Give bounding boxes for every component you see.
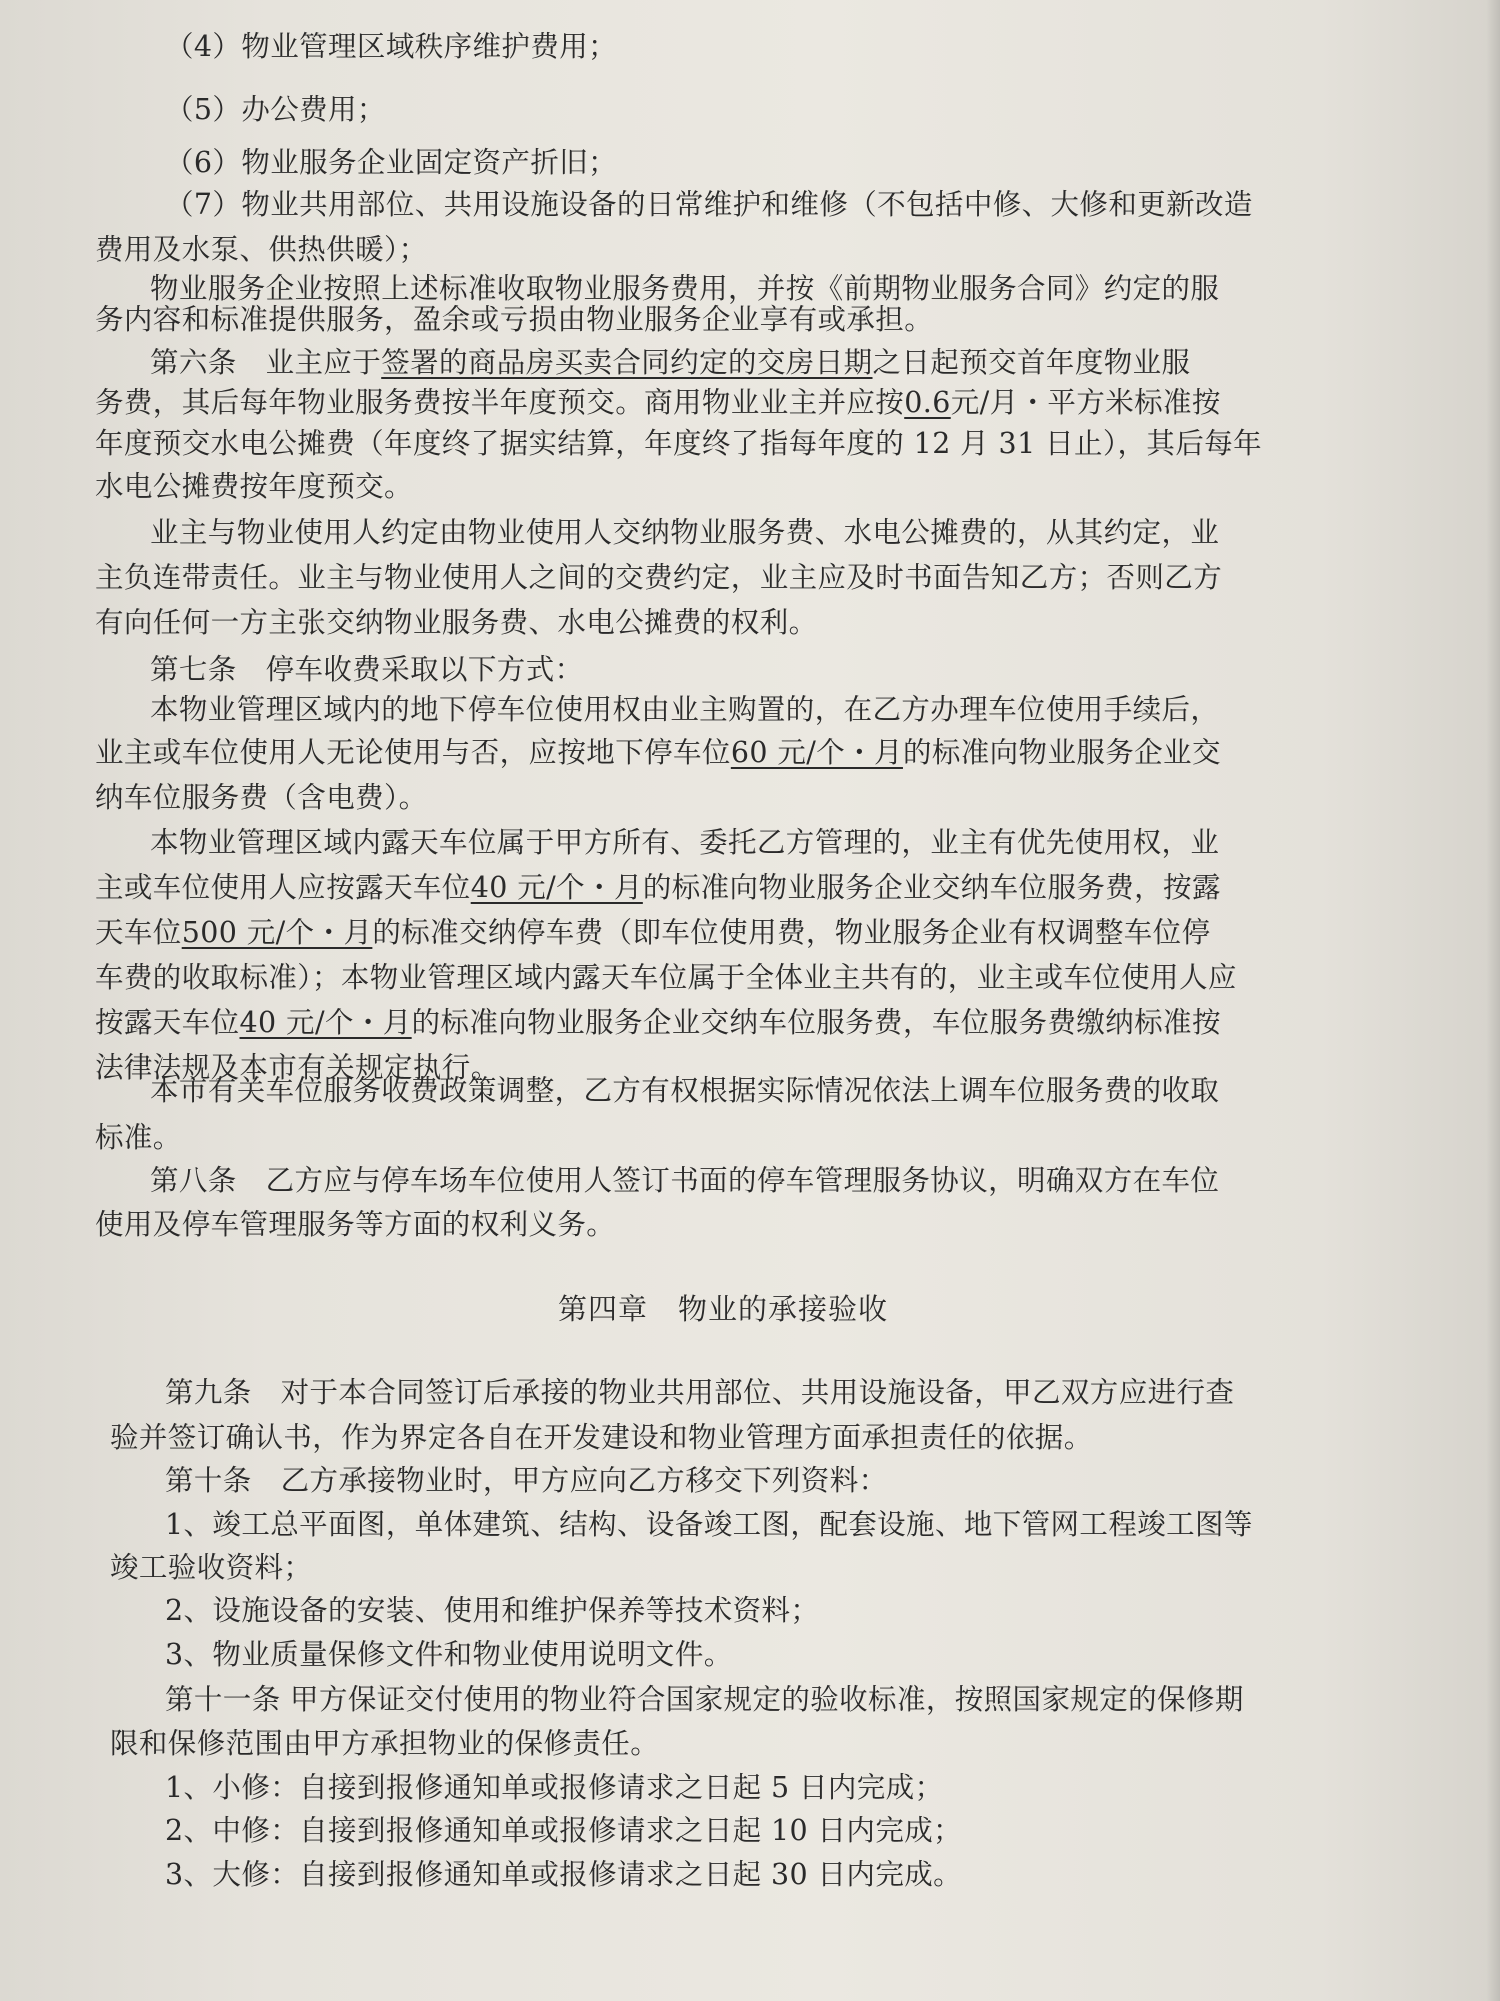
line-fee-item-6: （6）物业服务企业固定资产折旧； xyxy=(165,146,618,179)
line-fee-collection-cont: 务内容和标准提供服务，盈余或亏损由物业服务企业享有或承担。 xyxy=(95,303,934,336)
line-fee-item-7-cont: 费用及水泵、供热供暖）； xyxy=(95,233,428,266)
line-major-repair: 3、大修：自接到报修通知单或报修请求之日起 30 日内完成。 xyxy=(165,1858,963,1891)
open-parking-fee-pre: 主或车位使用人应按露天车位 xyxy=(95,871,471,904)
line-open-parking-cont-5: 法律法规及本市有关规定执行。 xyxy=(95,1051,500,1084)
line-underground-parking-cont-2: 纳车位服务费（含电费）。 xyxy=(95,781,428,814)
chapter-4-heading: 第四章 物业的承接验收 xyxy=(558,1292,889,1326)
article-6-rate-pre: 务费，其后每年物业服务费按半年度预交。商用物业业主并应按 xyxy=(95,386,905,419)
line-document-item-1: 1、竣工总平面图，单体建筑、结构、设备竣工图，配套设施、地下管网工程竣工图等 xyxy=(165,1508,1253,1541)
line-fee-item-4: （4）物业管理区域秩序维护费用； xyxy=(165,30,618,63)
line-article-11-cont: 限和保修范围由甲方承担物业的保修责任。 xyxy=(110,1727,660,1760)
line-policy-adjustment: 本市有关车位服务收费政策调整，乙方有权根据实际情况依法上调车位服务费的收取 xyxy=(150,1074,1220,1107)
line-open-parking: 本物业管理区域内露天车位属于甲方所有、委托乙方管理的，业主有优先使用权，业 xyxy=(150,826,1220,859)
line-underground-parking-cont xyxy=(95,735,1221,771)
line-underground-parking: 本物业管理区域内的地下停车位使用权由业主购置的，在乙方办理车位使用手续后， xyxy=(150,693,1220,726)
line-article-6-cont-3: 水电公摊费按年度预交。 xyxy=(95,470,413,503)
shared-parking-fee-pre: 按露天车位 xyxy=(95,1006,240,1039)
open-parking-fee-value: 40 元/个・月 xyxy=(470,871,643,904)
line-article-10: 第十条 乙方承接物业时，甲方应向乙方移交下列资料： xyxy=(165,1464,888,1497)
line-fee-item-5: （5）办公费用； xyxy=(165,93,386,126)
line-medium-repair: 2、中修：自接到报修通知单或报修请求之日起 10 日内完成； xyxy=(165,1814,963,1847)
shared-parking-fee-value: 40 元/个・月 xyxy=(239,1006,412,1039)
line-open-parking-cont-2 xyxy=(95,915,1210,951)
underground-fee-post: 的标准向物业服务企业交 xyxy=(902,736,1221,769)
open-parking-fee-post: 的标准向物业服务企业交纳车位服务费，按露 xyxy=(642,871,1221,904)
line-open-parking-cont-4 xyxy=(95,1005,1221,1041)
parking-charge-pre: 天车位 xyxy=(95,916,182,949)
line-article-6 xyxy=(150,345,1190,381)
line-user-agreement: 业主与物业使用人约定由物业使用人交纳物业服务费、水电公摊费的，从其约定，业 xyxy=(150,516,1220,549)
line-article-6-cont-2: 年度预交水电公摊费（年度终了据实结算，年度终了指每年度的 12 月 31 日止），其后每年 xyxy=(95,427,1263,460)
article-6-delivery-date: 签署的商品房买卖合同约定的交房日期 xyxy=(381,346,873,379)
line-fee-collection: 物业服务企业按照上述标准收取物业服务费用，并按《前期物业服务合同》约定的服 xyxy=(150,272,1220,305)
line-document-item-1-cont: 竣工验收资料； xyxy=(110,1551,313,1584)
line-article-8: 第八条 乙方应与停车场车位使用人签订书面的停车管理服务协议，明确双方在车位 xyxy=(150,1164,1220,1197)
parking-charge-post: 的标准交纳停车费（即车位使用费，物业服务企业有权调整车位停 xyxy=(372,916,1211,949)
article-6-rate-post: 元/月・平方米标准按 xyxy=(950,386,1221,419)
line-article-7: 第七条 停车收费采取以下方式： xyxy=(150,653,584,686)
line-article-8-cont: 使用及停车管理服务等方面的权利义务。 xyxy=(95,1208,616,1241)
line-document-item-2: 2、设施设备的安装、使用和维护保养等技术资料； xyxy=(165,1594,820,1627)
article-6-rate-value: 0.6 xyxy=(904,386,951,419)
article-6-pre: 第六条 业主应于 xyxy=(150,346,382,379)
line-document-item-3: 3、物业质量保修文件和物业使用说明文件。 xyxy=(165,1638,733,1671)
line-article-11: 第十一条 甲方保证交付使用的物业符合国家规定的验收标准，按照国家规定的保修期 xyxy=(165,1683,1244,1716)
underground-fee-value: 60 元/个・月 xyxy=(730,736,903,769)
article-6-post: 之日起预交首年度物业服 xyxy=(872,346,1191,379)
line-policy-adjustment-cont: 标准。 xyxy=(95,1121,182,1154)
line-user-agreement-cont-1: 主负连带责任。业主与物业使用人之间的交费约定，业主应及时书面告知乙方；否则乙方 xyxy=(95,561,1223,594)
line-fee-item-7: （7）物业共用部位、共用设施设备的日常维护和维修（不包括中修、大修和更新改造 xyxy=(165,188,1253,221)
line-article-9-cont: 验并签订确认书，作为界定各自在开发建设和物业管理方面承担责任的依据。 xyxy=(110,1421,1093,1454)
parking-charge-value: 500 元/个・月 xyxy=(181,916,373,949)
line-open-parking-cont-1 xyxy=(95,870,1221,906)
line-user-agreement-cont-2: 有向任何一方主张交纳物业服务费、水电公摊费的权利。 xyxy=(95,606,818,639)
shared-parking-fee-post: 的标准向物业服务企业交纳车位服务费，车位服务费缴纳标准按 xyxy=(411,1006,1221,1039)
line-open-parking-cont-3: 车费的收取标准）；本物业管理区域内露天车位属于全体业主共有的，业主或车位使用人应 xyxy=(95,961,1237,994)
line-article-9: 第九条 对于本合同签订后承接的物业共用部位、共用设施设备，甲乙双方应进行查 xyxy=(165,1376,1235,1409)
line-article-6-cont-1 xyxy=(95,385,1221,421)
line-minor-repair: 1、小修：自接到报修通知单或报修请求之日起 5 日内完成； xyxy=(165,1771,944,1804)
underground-fee-pre: 业主或车位使用人无论使用与否，应按地下停车位 xyxy=(95,736,731,769)
